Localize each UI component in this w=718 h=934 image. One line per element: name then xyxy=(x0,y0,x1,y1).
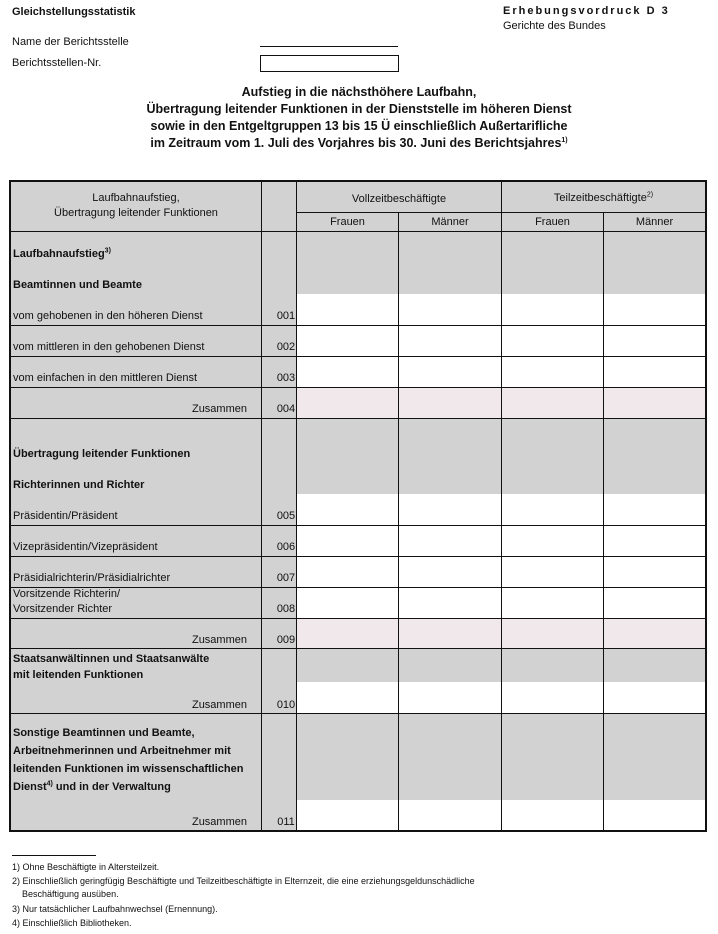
form-id: Erhebungsvordruck D 3 xyxy=(503,5,670,17)
name-field[interactable] xyxy=(260,46,398,47)
section-laufbahnaufstieg: Laufbahnaufstieg$^{3)}$ xyxy=(13,247,111,260)
footnote-3: 3) Nur tatsächlicher Laufbahnwechsel (Ernennung). xyxy=(12,904,218,914)
divider xyxy=(11,556,705,557)
form-subtitle: Gerichte des Bundes xyxy=(503,20,606,32)
divider xyxy=(398,212,399,830)
row-code-010: 010 xyxy=(276,699,296,711)
header-frauen: Frauen xyxy=(330,216,365,228)
vollzeit-header: Vollzeitbeschäftigte xyxy=(351,193,447,205)
divider xyxy=(296,212,705,213)
title-line-4: im Zeitraum vom 1. Juli des Vorjahres bis 30. Juni des Berichtsjahres$^{1)}$ xyxy=(150,136,568,150)
row-label-003: vom einfachen in den mittleren Dienst xyxy=(13,372,198,384)
divider xyxy=(11,325,705,326)
row-label-004: Zusammen xyxy=(191,403,247,415)
footnote-4: 4) Einschließlich Bibliotheken. xyxy=(12,918,132,928)
row-code-004: 004 xyxy=(276,403,296,415)
footnote-rule xyxy=(12,855,96,856)
divider xyxy=(11,648,705,649)
divider xyxy=(603,212,604,830)
title-line-2: Übertragung leitender Funktionen in der Dienststelle im höheren Dienst xyxy=(146,102,572,116)
row-label-011: Zusammen xyxy=(191,816,247,828)
section-uebertragung: Übertragung leitender Funktionen xyxy=(13,448,191,460)
divider xyxy=(11,231,705,232)
footnote-2: 2) Einschließlich geringfügig Beschäftigte und Teilzeitbeschäftigte in Elternzeit, die eine erziehungsgeldunschädliche xyxy=(12,876,475,886)
statistics-table xyxy=(9,180,707,832)
header-maenner: Männer xyxy=(431,216,469,228)
row-label-006: Vizepräsidentin/Vizepräsident xyxy=(13,541,158,553)
row-code-003: 003 xyxy=(276,372,296,384)
section-beamte: Beamtinnen und Beamte xyxy=(13,279,142,291)
footnote-2-continued: Beschäftigung ausüben. xyxy=(22,889,119,899)
row-code-011: 011 xyxy=(277,816,295,828)
number-label: Berichtsstellen-Nr. xyxy=(12,57,102,69)
divider xyxy=(11,618,705,619)
row-code-007: 007 xyxy=(276,572,296,584)
divider xyxy=(11,418,705,419)
form-title xyxy=(0,84,718,152)
divider xyxy=(11,525,705,526)
section-richter: Richterinnen und Richter xyxy=(13,479,145,491)
row-label-005: Präsidentin/Präsident xyxy=(13,510,118,522)
title-line-3: sowie in den Entgeltgruppen 13 bis 15 Ü einschließlich Außertarifliche xyxy=(150,119,568,133)
row-code-002: 002 xyxy=(276,341,296,353)
number-field[interactable] xyxy=(260,55,399,72)
row-code-006: 006 xyxy=(276,541,296,553)
column-header-label: Laufbahnaufstieg, Übertragung leitender Funktionen xyxy=(54,192,218,219)
teilzeit-header: Teilzeitbeschäftigte$^{2)}$ xyxy=(553,191,654,204)
divider xyxy=(11,356,705,357)
row-code-009: 009 xyxy=(276,634,296,646)
footnote-1: 1) Ohne Beschäftigte in Altersteilzeit. xyxy=(12,862,160,872)
divider xyxy=(261,182,262,830)
row-label-007: Präsidialrichterin/Präsidialrichter xyxy=(13,572,171,584)
row-label-009: Zusammen xyxy=(191,634,247,646)
section-sonstige: Sonstige Beamtinnen und Beamte, Arbeitnehmerinnen und Arbeitnehmer mit leitenden Funktionen im wissenschaftlichen Dienst$^{4)}$ und in der Verwaltung xyxy=(13,727,244,793)
row-label-010: Zusammen xyxy=(191,699,247,711)
header-frauen-teilzeit: Frauen xyxy=(535,216,570,228)
divider xyxy=(11,713,705,714)
name-label: Name der Berichtsstelle xyxy=(12,36,129,48)
statistic-title: Gleichstellungsstatistik xyxy=(12,6,136,18)
row-label-002: vom mittleren in den gehobenen Dienst xyxy=(13,341,205,353)
row-code-008: 008 xyxy=(276,603,296,615)
title-line-1: Aufstieg in die nächsthöhere Laufbahn, xyxy=(241,85,477,99)
row-label-001: vom gehobenen in den höheren Dienst xyxy=(13,310,203,322)
row-code-001: 001 xyxy=(276,310,296,322)
row-code-005: 005 xyxy=(276,510,296,522)
divider xyxy=(11,387,705,388)
section-staatsanwaelte: Staatsanwältinnen und Staatsanwälte mit leitenden Funktionen xyxy=(13,653,210,681)
divider xyxy=(501,182,502,830)
row-label-008: Vorsitzende Richterin/ Vorsitzender Richter xyxy=(13,588,120,615)
divider xyxy=(296,182,297,830)
header-maenner-teilzeit: Männer xyxy=(635,216,674,228)
